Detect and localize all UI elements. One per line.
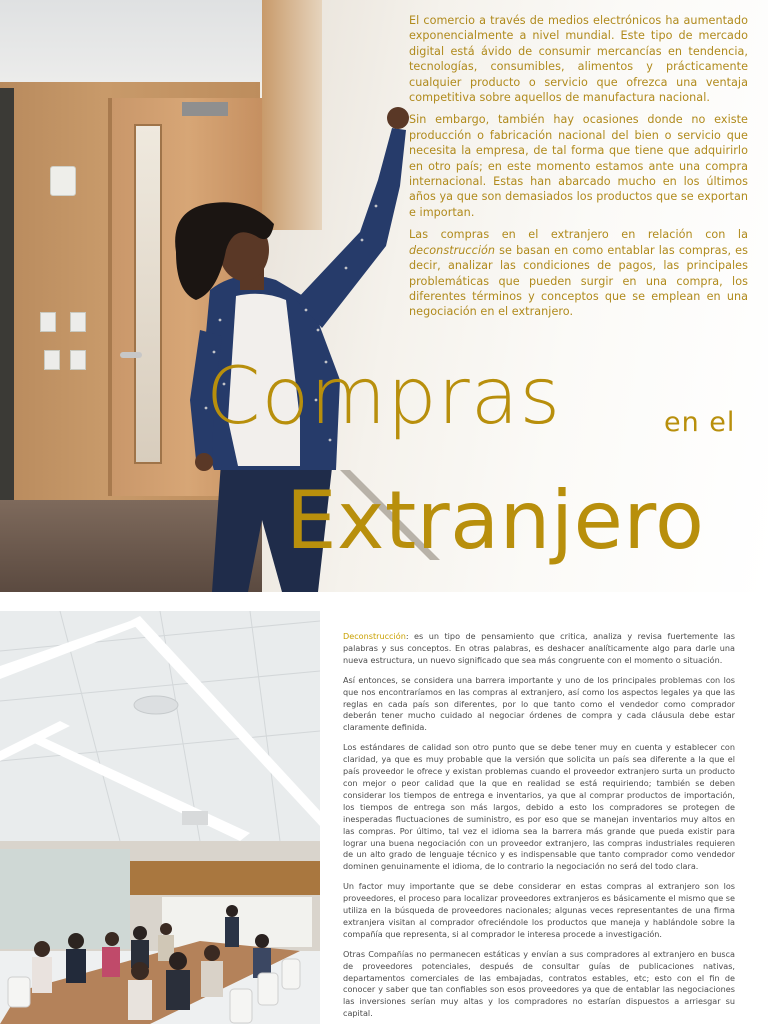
title-word-extranjero: Extranjero bbox=[286, 474, 705, 567]
article-paragraph-2: Los estándares de calidad son otro punto que se debe tener muy en cuenta y establecer con claridad, ya que es muy probable que la versión que solicita un país sea diferente a la que el país proveedor le ofrece y existan problemas cuando el proveedor extranjero surta un producto con mejor o peor calidad que la que en realidad se está requiriendo; también se deben considerar los tiempos de entrega e inventarios, ya que al comprar productos de importación, los tiempos de entrega son más largos, debido a esto los compradores se protegen de inesperadas fluctuaciones de suministro, es por eso que se manejan inventarios muy altos en las compras. Por último, tal vez el idioma sea la barrera más grande que pueda existir para lograr una buena negociación con un proveedor extranjero, las compras industriales requieren de un alto grado de lenguaje técnico y es indispensable que tanto comprador como vendedor dominen genuinamente el idioma, de lo contrario la negociación no será del todo clara. bbox=[343, 742, 735, 872]
deconstruccion-emphasis: deconstrucción bbox=[409, 243, 496, 257]
intro-paragraph-3: Las compras en el extranjero en relación con la deconstrucción se basan en como entablar las compras, es decir, analizar las condiciones de pagos, las principales problemáticas que pueden surgir en una compra, los diferentes términos y conceptos que se emplean en una negociación en el extranjero. bbox=[409, 228, 748, 319]
article-paragraph-1: Así entonces, se considera una barrera importante y uno de los principales problemas con los que nos encontraríamos en las compras al extranjero, así como los aspectos legales ya que las reglas en cada país son diferentes, por lo que tanto como el vendedor como comprador deberán tener mucho cuidado al negociar órdenes de compra y cada cláusula debe estar claramente definida. bbox=[343, 674, 735, 733]
meeting-room-photo bbox=[0, 611, 320, 1024]
article-body bbox=[343, 631, 735, 1028]
title-word-en-el: en el bbox=[664, 407, 736, 438]
title-word-compras: Compras bbox=[206, 352, 562, 442]
intro-text bbox=[409, 13, 748, 327]
article-paragraph-4: Otras Compañías no permanecen estáticas y envían a sus compradores al extranjero en busca de proveedores potenciales, después de consultar guías de publicaciones nativas, departamentos comerciales de las embajadas, contratos estables, etc; esto con el fin de conocer y saber que tan confiables son esos proveedores ya que de entablar las negociaciones las inversiones serían muy altas y los compradores no estarían dispuestos a arriesgar su capital. bbox=[343, 948, 735, 1019]
article-paragraph-3: Un factor muy importante que se debe considerar en estas compras al extranjero son los proveedores, el proceso para localizar proveedores extranjeros es básicamente el mismo que se utiliza en la búsqueda de proveedores nacionales; algunas veces representantes de una firma extranjera visitan al comprador ofreciéndole los productos que maneja y hablándole sobre la compañía que representa, si al comprador le interesa procede a investigación. bbox=[343, 881, 735, 939]
intro-paragraph-2: Sin embargo, también hay ocasiones donde no existe producción o fabricación nacional del bien o servicio que necesita la empresa, de tal forma que tiene que adquirirlo en otro país; en este momento estamos ante una compra internacional. Estas han abarcado mucho en los últimos años ya que son demasiados los productos que se exportan e importan. bbox=[409, 113, 748, 219]
meeting-room-illustration bbox=[0, 611, 320, 1024]
definition-paragraph: Deconstrucción: es un tipo de pensamiento que critica, analiza y revisa fuertemente las palabras y sus conceptos. En otras palabras, es deshacer analíticamente algo para darle una nueva estructura, un nuevo significado que sea más congruente con el momento o situación. bbox=[343, 631, 735, 665]
intro-paragraph-1: El comercio a través de medios electrónicos ha aumentado exponencialmente a nivel mundial. Este tipo de mercado digital está ávido de consumir mercancías en tendencia, tecnologías, consumibles, alimentos y prácticamente cualquier producto o servicio que ofrezca una ventaja competitiva sobre aquellos de manufactura nacional. bbox=[409, 14, 748, 105]
term-deconstruccion: Deconstrucción bbox=[343, 631, 406, 641]
